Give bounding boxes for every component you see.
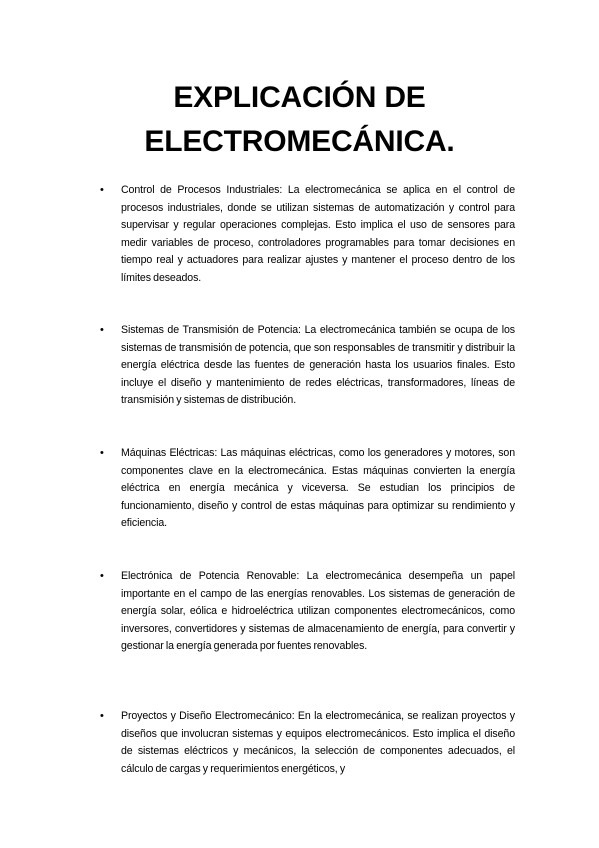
bullet-icon: • [100, 570, 104, 582]
list-item-text: Control de Procesos Industriales: La electromecánica se aplica en el control de procesos industriales, donde se utilizan sistemas de automatización y control para supervisar y regular operaciones complejas. Esto implica el uso de sensores para medir variables de proceso, controladores programables para tomar decisiones en tiempo real y actuadores para realizar ajustes y mantener el proceso dentro de los límites deseados. [121, 184, 515, 284]
title-line-2: ELECTROMECÁNICA. [144, 125, 455, 158]
bullet-icon: • [100, 184, 104, 196]
list-item-text: Electrónica de Potencia Renovable: La electromecánica desempeña un papel importante en el campo de las energías renovables. Los sistemas de generación de energía solar, eólica e hidroeléctrica utilizan componentes electromecánicos, como inversores, convertidores y sistemas de almacenamiento de energía, para convertir y gestionar la energía generada por fuentes renovables. [121, 570, 515, 653]
list-item [100, 708, 515, 778]
list-item [100, 322, 515, 410]
list-item-text: Proyectos y Diseño Electromecánico: En la electromecánica, se realizan proyectos y diseños que involucran sistemas y equipos electromecánicos. Esto implica el diseño de sistemas eléctricos y mecánicos, la selección de componentes adecuados, el cálculo de cargas y requerimientos energéticos, y [121, 710, 515, 775]
list-item-text: Sistemas de Transmisión de Potencia: La electromecánica también se ocupa de los sistemas de transmisión de potencia, que son responsables de transmitir y distribuir la energía eléctrica desde las fuentes de generación hasta los usuarios finales. Esto incluye el diseño y mantenimiento de redes eléctricas, transformadores, líneas de transmisión y sistemas de distribución. [121, 324, 515, 407]
list-item [100, 445, 515, 533]
bullet-icon: • [100, 324, 104, 336]
list-item [100, 182, 515, 288]
page-title [60, 76, 539, 164]
bullet-icon: • [100, 447, 104, 459]
list-item-text: Máquinas Eléctricas: Las máquinas eléctricas, como los generadores y motores, son componentes clave en la electromecánica. Estas máquinas convierten la energía eléctrica en energía mecánica y viceversa. Se estudian los principios de funcionamiento, diseño y control de estas máquinas para optimizar su rendimiento y eficiencia. [121, 447, 515, 530]
bullet-icon: • [100, 710, 104, 722]
title-line-1: EXPLICACIÓN DE [173, 81, 426, 114]
list-item [100, 568, 515, 656]
